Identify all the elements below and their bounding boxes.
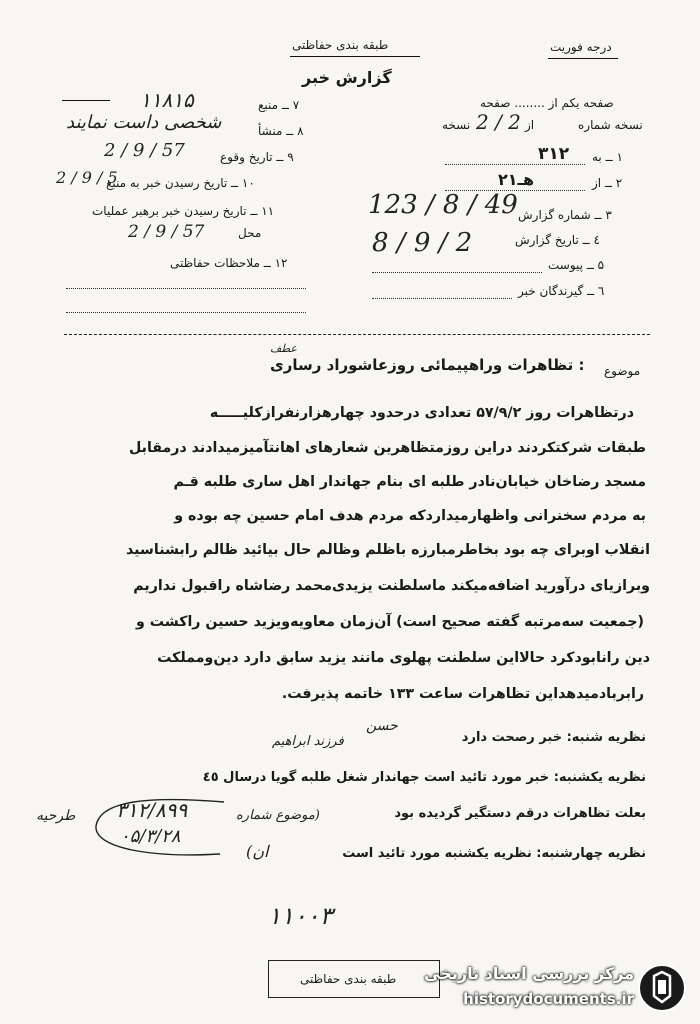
field-9-label: ۹ ــ تاریخ وقوع xyxy=(220,150,294,164)
footer-classification-label: طبقه بندی حفاظتی xyxy=(300,972,397,986)
opinion-sunday-line-2: بعلت تظاهرات درقم دستگیر گردیده بود xyxy=(394,806,646,821)
urgency-label: درجه فوریت xyxy=(550,40,612,54)
field-2-label: ۲ ــ از xyxy=(592,176,623,190)
field-7-strike xyxy=(62,100,110,101)
field-4-label: ٤ ــ تاریخ گزارش xyxy=(515,233,600,247)
field-7-handwritten: ۱۱۸۱۵ xyxy=(140,88,194,112)
field-6-dots xyxy=(372,298,512,299)
copy-number-label: نسخه شماره xyxy=(578,118,643,132)
classification-label-top: طبقه بندی حفاظتی xyxy=(292,38,389,52)
copy-from-label: از xyxy=(525,118,535,132)
page-number-field: صفحه یکم از ........ صفحه xyxy=(480,96,614,110)
field-11-place-label: محل xyxy=(238,226,262,240)
body-line-3: مسجد رضاخان خیابان‌نادر طلبه ای بنام جهاندار اهل ساری طلبه قـم xyxy=(173,474,646,490)
field-12-label: ۱۲ ــ ملاحظات حفاظتی xyxy=(170,256,288,270)
opinion-wednesday-handwritten: (ان xyxy=(246,842,269,861)
field-5-dots xyxy=(372,272,542,273)
watermark-org: مرکز بررسی اسناد تاریخی xyxy=(424,964,634,983)
field-8-handwritten: شخصی داست نمایند xyxy=(66,112,222,133)
body-line-1: درتظاهرات روز ۵۷/۹/۲ تعدادی درحدود چهارهزارنفرازکلیـــــه xyxy=(209,405,634,421)
page-title: گزارش خبر xyxy=(302,68,392,87)
opinion-sunday-handwritten-top: فرزند ابراهیم xyxy=(272,734,344,749)
classification-underline xyxy=(290,56,420,57)
opinion-sunday-handwritten-paren: (موضوع شماره xyxy=(236,808,320,823)
body-line-9: رابربادمیدهداین تظاهرات ساعت ۱۳۳ خاتمه پذیرفت. xyxy=(281,686,644,702)
body-line-7: (جمعیت سه‌مرتبه گفته صحیح است) آن‌زمان معاویه‌ویزید حسین راکشت و xyxy=(135,614,644,630)
copy-word: نسخه xyxy=(442,118,471,132)
field-12-dots-2 xyxy=(66,312,306,313)
body-line-4: به مردم سخنرانی واظهارمیداردکه مردم هدف امام حسین چه بوده و xyxy=(174,508,646,524)
field-5-label: ۵ ــ پیوست xyxy=(548,258,605,272)
body-line-5: انقلاب اوبرای چه بود بخاطرمبارزه باظلم وظالم حال بیائید ظالم رابشناسید xyxy=(125,542,650,558)
bottom-handwritten-number: ۱۱۰۰۳ xyxy=(268,902,333,930)
subject-text: : تظاهرات وراهپیمائی روزعاشوراد رساری xyxy=(270,356,585,374)
subject-insert: عطف xyxy=(270,342,297,355)
field-7-label: ۷ ــ منبع xyxy=(258,98,300,112)
header-divider xyxy=(64,334,650,335)
field-12-dots-1 xyxy=(66,288,306,289)
field-9-handwritten: 2 / 9 / 57 xyxy=(104,140,185,161)
watermark-logo xyxy=(366,962,686,1018)
opinion-wednesday: نظریه چهارشنبه: نظریه یکشنبه مورد تائید است xyxy=(342,846,646,861)
subject-label: موضوع xyxy=(604,364,641,378)
field-3-label: ۳ ــ شماره گزارش xyxy=(518,208,612,222)
field-10-label: ۱۰ ــ تاریخ رسیدن خبر به منبع xyxy=(106,176,255,190)
field-10-handwritten: 2 / 9 / 5 xyxy=(56,168,118,187)
field-1-label: ۱ ــ به xyxy=(592,150,623,164)
margin-word: طرحیه xyxy=(36,808,76,824)
field-11-label: ۱۱ ــ تاریخ رسیدن خبر برهبر عملیات xyxy=(92,204,275,218)
field-8-label: ۸ ــ منشأ xyxy=(258,124,304,138)
field-11-handwritten: 2 / 9 / 57 xyxy=(128,222,205,242)
body-line-2: طبقات شرکتکردند دراین روزمتظاهرین شعارهای اهانتآمیزمیدادند درمقابل xyxy=(128,440,646,456)
watermark-site: historydocuments.ir xyxy=(463,990,634,1008)
field-2-value: ۲هـ۱ xyxy=(498,170,535,189)
opinion-saturday: نظریه شنبه: خبر رصحت دارد xyxy=(461,730,646,745)
margin-bracket xyxy=(90,796,230,862)
field-6-label: ٦ ــ گیرندگان خبر xyxy=(518,284,605,298)
margin-number-1: ۳۱۲/۸۹۹ xyxy=(116,798,188,822)
copy-handwritten: 2 / 2 xyxy=(476,110,521,134)
field-4-handwritten: 8 / 9 / 2 xyxy=(372,228,473,258)
margin-number-2: ۰۵/۳/۲۸ xyxy=(120,826,181,847)
field-1-dots xyxy=(445,164,585,165)
body-line-8: دین رانابودکرد حالااین سلطنت پهلوی مانند یزید سابق دارد دین‌ومملکت xyxy=(157,650,650,666)
watermark-circle-icon xyxy=(638,964,686,1012)
field-1-value: ۳۱۲ xyxy=(538,144,570,164)
urgency-underline xyxy=(548,58,618,59)
field-3-handwritten: 123 / 8 / 49 xyxy=(368,190,518,220)
opinion-sunday-line-1: نظریه یکشنبه: خبر مورد تائید است جهاندار شغل طلبه گویا درسال ٤٥ xyxy=(202,770,646,785)
body-line-6: وبرازیای درآورید اضافه‌میکند ماسلطنت یزیدی‌محمد رضاشاه راقبول نداریم xyxy=(133,578,650,594)
opinion-saturday-handwritten: حسن xyxy=(366,718,398,734)
